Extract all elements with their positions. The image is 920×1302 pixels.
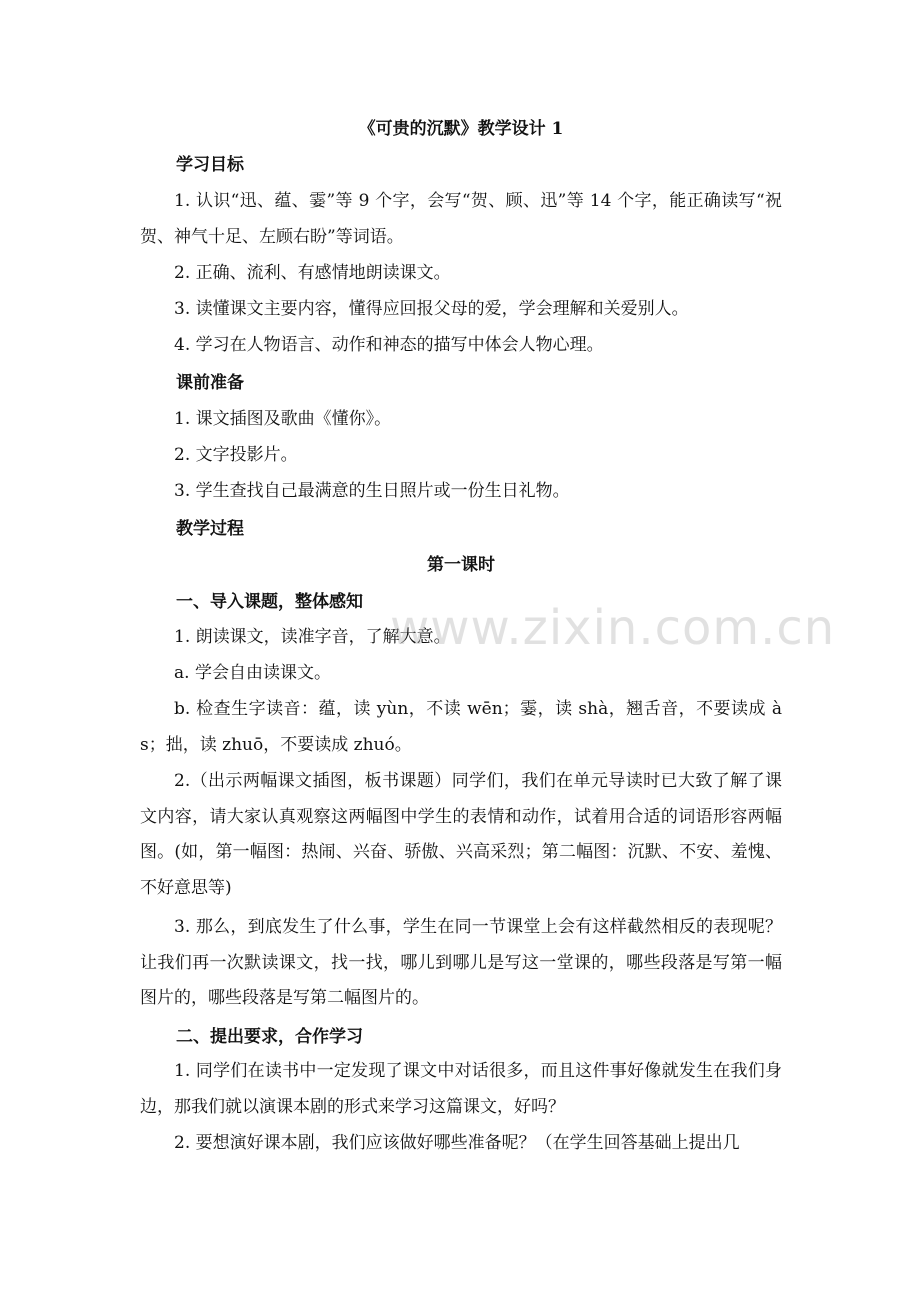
preparation-1: 1. 课文插图及歌曲《懂你》。 xyxy=(174,409,392,429)
section-heading-objectives: 学习目标 xyxy=(176,155,244,175)
objective-2: 2. 正确、流利、有感情地朗读课文。 xyxy=(174,263,451,283)
preparation-2: 2. 文字投影片。 xyxy=(174,445,298,465)
section-heading-preparation: 课前准备 xyxy=(176,373,244,393)
section-heading-process: 教学过程 xyxy=(176,519,244,539)
part2-heading: 二、提出要求，合作学习 xyxy=(176,1027,363,1047)
objective-4: 4. 学习在人物语言、动作和神态的描写中体会人物心理。 xyxy=(174,335,604,355)
part2-para-2: 2. 要想演好课本剧，我们应该做好哪些准备呢？（在学生回答基础上提出几 xyxy=(174,1133,740,1153)
part1-para-2: a. 学会自由读课文。 xyxy=(174,663,331,683)
watermark: www.zixin.com.cn xyxy=(390,600,836,656)
part1-heading: 一、导入课题，整体感知 xyxy=(176,592,363,612)
objective-3: 3. 读懂课文主要内容，懂得应回报父母的爱，学会理解和关爱别人。 xyxy=(174,299,689,319)
lesson-title: 第一课时 xyxy=(427,555,495,575)
objective-1: 1. 认识“迅、蕴、霎”等 9 个字，会写“贺、顾、迅”等 14 个字，能正确读写“祝贺、神气十足、左顾右盼”等词语。 xyxy=(140,191,782,247)
part1-para-4: 2.（出示两幅课文插图，板书课题）同学们，我们在单元导读时已大致了解了课文内容，请大家认真观察这两幅图中学生的表情和动作，试着用合适的词语形容两幅图。(如，第一幅图：热闹、兴奋、骄傲、兴高采烈；第二幅图：沉默、不安、羞愧、不好意思等) xyxy=(140,771,782,898)
part1-para-1: 1. 朗读课文，读准字音，了解大意。 xyxy=(174,627,451,647)
document-title: 《可贵的沉默》教学设计 1 xyxy=(358,119,564,139)
part1-para-5: 3. 那么，到底发生了什么事，学生在同一节课堂上会有这样截然相反的表现呢？让我们再一次默读课文，找一找，哪儿到哪儿是写这一堂课的，哪些段落是写第一幅图片的，哪些段落是写第二幅图片的。 xyxy=(140,917,782,1008)
preparation-3: 3. 学生查找自己最满意的生日照片或一份生日礼物。 xyxy=(174,481,570,501)
part2-para-1: 1. 同学们在读书中一定发现了课文中对话很多，而且这件事好像就发生在我们身边，那我们就以演课本剧的形式来学习这篇课文，好吗？ xyxy=(140,1061,782,1117)
part1-para-3: b. 检查生字读音：蕴，读 yùn，不读 wēn；霎，读 shà，翘舌音，不要读成 à s；拙，读 zhuō，不要读成 zhuó。 xyxy=(140,699,782,755)
